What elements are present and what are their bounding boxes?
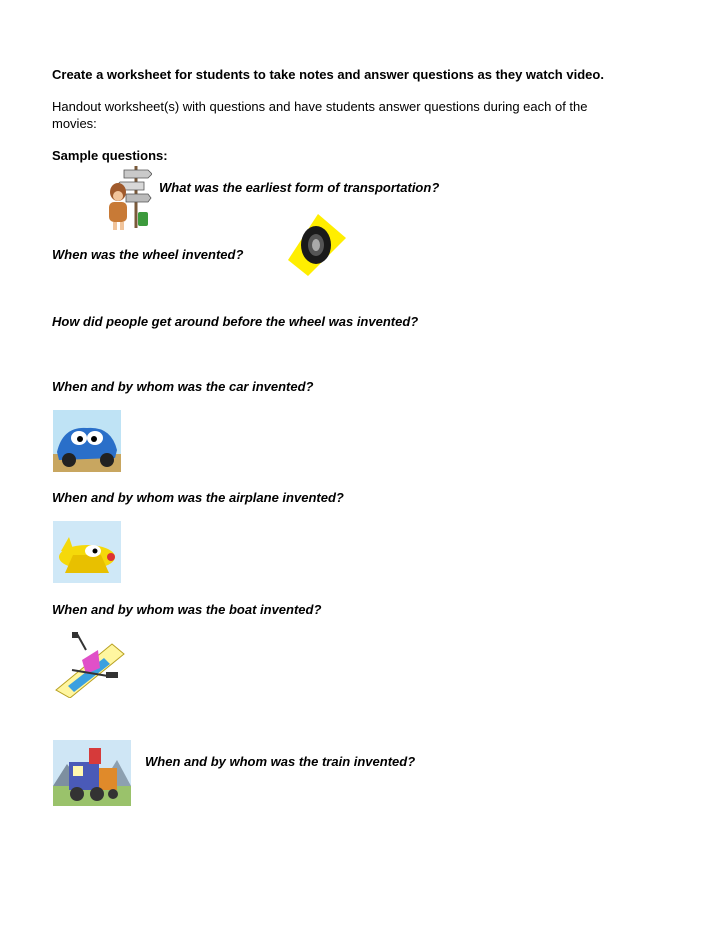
caveman-signpost-clipart [104,162,152,232]
cartoon-car-clipart [53,410,121,472]
question-2: When was the wheel invented? [52,247,244,262]
intro-line-1: Handout worksheet(s) with questions and have students answer questions during each of the [52,99,588,114]
question-4: When and by whom was the car invented? [52,379,314,394]
question-1: What was the earliest form of transportation? [159,180,440,195]
rowboat-clipart [52,632,130,698]
sample-questions-label: Sample questions: [52,148,168,163]
question-3: How did people get around before the wheel was invented? [52,314,419,329]
question-6: When and by whom was the boat invented? [52,602,322,617]
cartoon-airplane-clipart [53,521,121,583]
intro-line-2: movies: [52,116,97,131]
cartoon-train-clipart [53,740,131,806]
question-5: When and by whom was the airplane invented? [52,490,344,505]
question-7: When and by whom was the train invented? [145,754,416,769]
wheel-clipart [278,212,348,278]
heading: Create a worksheet for students to take notes and answer questions as they watch video. [52,67,604,82]
